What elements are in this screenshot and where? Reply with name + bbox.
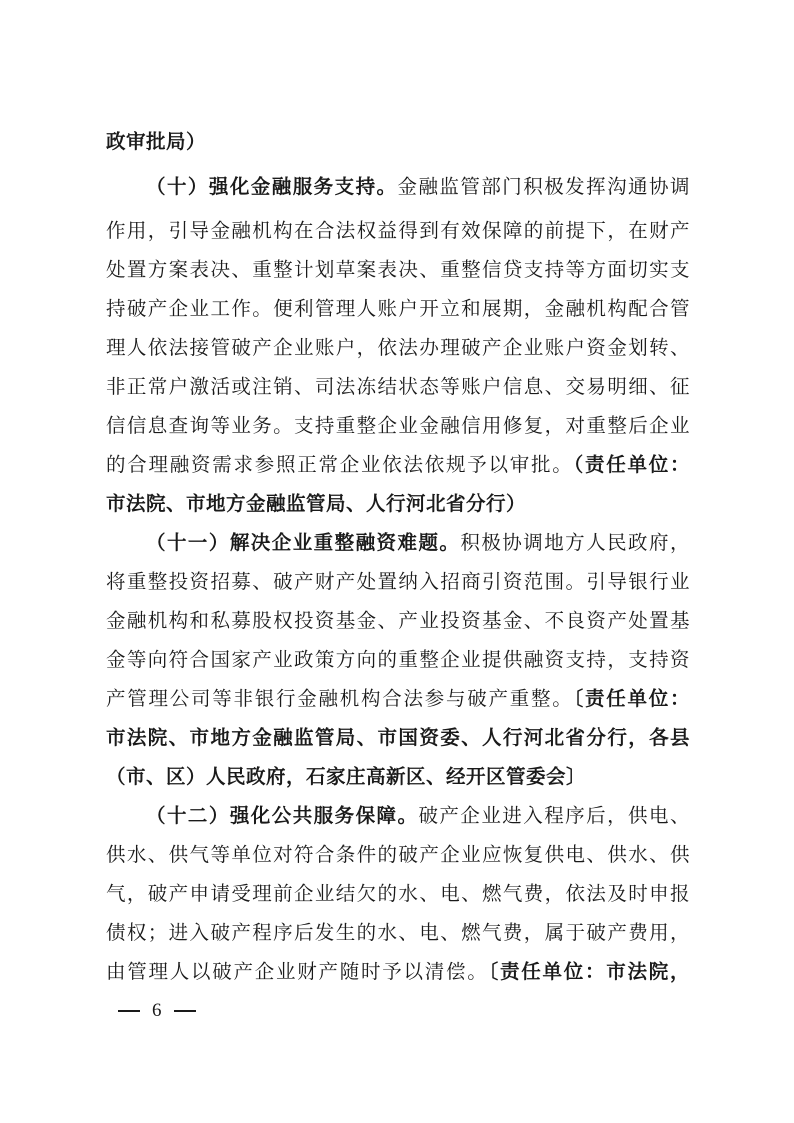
line-text: 持破产企业工作。便利管理人账户开立和展期，金融机构配合管 — [106, 297, 690, 320]
responsibility-label: 〔责任单位：市法院， — [488, 960, 690, 983]
text-line — [106, 840, 690, 870]
text-line — [106, 333, 690, 363]
responsible-units: 市法院、市地方金融监管局、市国资委、人行河北省分行，各县 — [106, 726, 690, 749]
responsibility-label: 〔责任单位： — [573, 687, 690, 710]
text-line — [106, 879, 690, 909]
text-line — [106, 684, 690, 714]
line-text: 债权；进入破产程序后发生的水、电、燃气费，属于破产费用， — [106, 921, 690, 944]
line-text: 政审批局） — [106, 130, 207, 153]
responsible-units: （市、区）人民政府，石家庄高新区、经开区管委会〕 — [106, 765, 587, 788]
text-line — [146, 801, 690, 831]
page-number: 6 — [152, 1000, 162, 1021]
text-line — [106, 372, 690, 402]
line-text: 金融机构和私募股权投资基金、产业投资基金、不良资产处置基 — [106, 609, 690, 632]
text-line — [106, 723, 690, 753]
text-line — [106, 918, 690, 948]
line-text: 将重整投资招募、破产财产处置纳入招商引资范围。引导银行业 — [106, 570, 690, 593]
line-text: 的合理融资需求参照正常企业依法依规予以审批。 — [106, 453, 574, 476]
text-line — [106, 957, 690, 987]
line-text: 由管理人以破产企业财产随时予以清偿。 — [106, 960, 489, 983]
section-heading: （十）强化金融服务支持。 — [146, 175, 398, 198]
text-line — [106, 127, 690, 157]
text-line — [106, 606, 690, 636]
text-line — [106, 489, 690, 519]
dash-decoration — [174, 1010, 196, 1012]
text-line — [106, 294, 690, 324]
section-heading: （十二）强化公共服务保障。 — [146, 804, 419, 827]
line-text: 产管理公司等非银行金融机构合法参与破产重整。 — [106, 687, 574, 710]
text-line — [106, 450, 690, 480]
responsible-units: 市法院、市地方金融监管局、人行河北省分行） — [106, 492, 527, 515]
dash-decoration — [118, 1010, 140, 1012]
text-line — [106, 567, 690, 597]
line-text: 金融监管部门积极发挥沟通协调 — [397, 175, 690, 198]
text-line — [106, 645, 690, 675]
line-text: 供水、供气等单位对符合条件的破产企业应恢复供电、供水、供 — [106, 843, 690, 866]
text-line — [106, 216, 690, 246]
line-text: 破产企业进入程序后，供电、 — [418, 804, 690, 827]
line-text: 非正常户激活或注销、司法冻结状态等账户信息、交易明细、征 — [106, 375, 690, 398]
line-text: 积极协调地方人民政府， — [460, 531, 690, 554]
line-text: 金等向符合国家产业政策方向的重整企业提供融资支持，支持资 — [106, 648, 690, 671]
text-line — [146, 528, 690, 558]
line-text: 信信息查询等业务。支持重整企业金融信用修复，对重整后企业 — [106, 414, 690, 437]
line-text: 处置方案表决、重整计划草案表决、重整信贷支持等方面切实支 — [106, 258, 690, 281]
responsibility-label: （责任单位： — [573, 453, 690, 476]
page-footer — [118, 997, 196, 1025]
text-line — [146, 172, 690, 202]
line-text: 作用，引导金融机构在合法权益得到有效保障的前提下，在财产 — [106, 219, 690, 242]
text-line — [106, 411, 690, 441]
line-text: 理人依法接管破产企业账户，依法办理破产企业账户资金划转、 — [106, 336, 690, 359]
text-line — [106, 255, 690, 285]
line-text: 气，破产申请受理前企业结欠的水、电、燃气费，依法及时申报 — [106, 882, 690, 905]
text-line — [106, 762, 690, 792]
section-heading: （十一）解决企业重整融资难题。 — [146, 531, 461, 554]
